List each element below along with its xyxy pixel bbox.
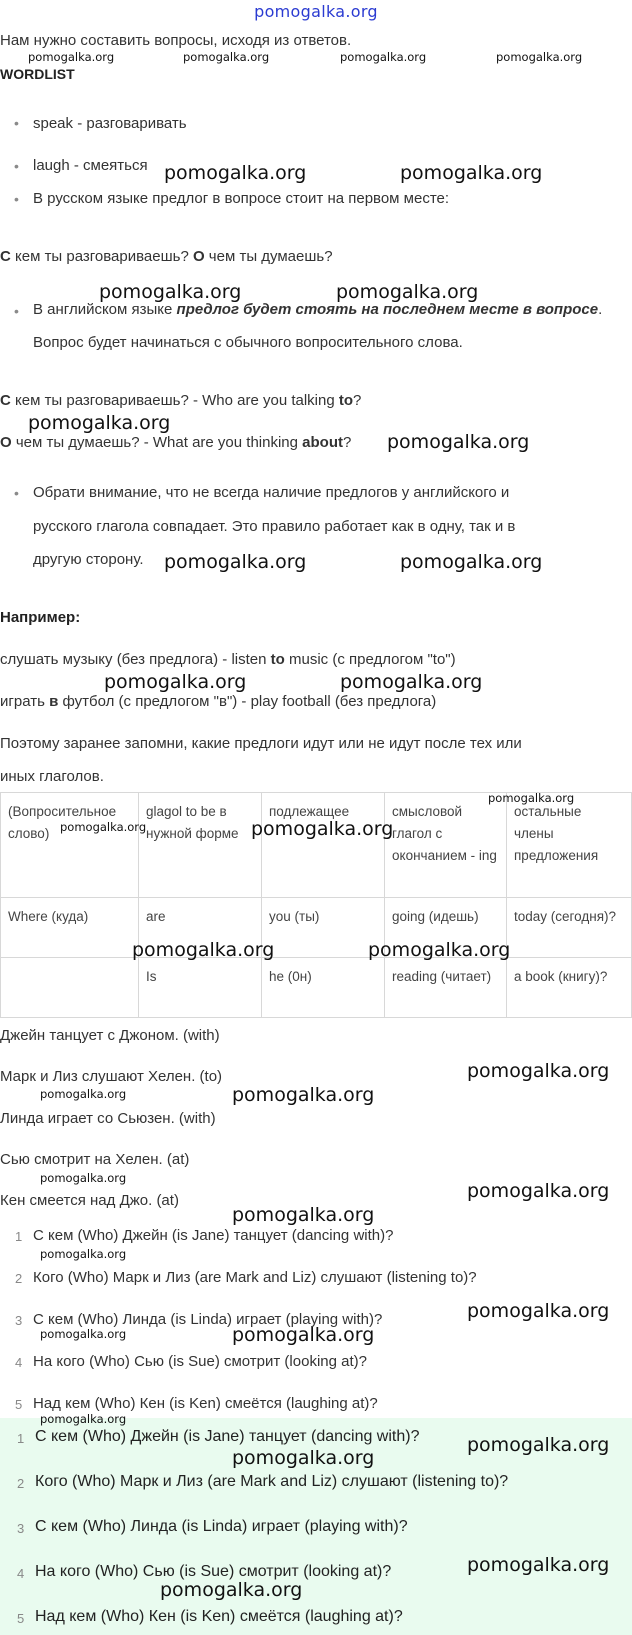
list-number: 2: [17, 1476, 25, 1491]
example-text: ?: [342, 434, 352, 451]
watermark: pomogalka.org: [28, 412, 171, 434]
bullet-icon: •: [14, 485, 19, 501]
list-number: 5: [15, 1397, 23, 1412]
example-text: чем ты думаешь? - What are you thinking: [11, 434, 303, 451]
watermark: pomogalka.org: [183, 50, 270, 64]
advice-line-2: иных глаголов.: [0, 768, 104, 785]
preposition: to: [338, 392, 354, 409]
table-cell: today (сегодня)?: [507, 898, 632, 958]
rule-2-line-2: Вопрос будет начинаться с обычного вопросительного слова.: [33, 334, 463, 351]
example-text: music (с предлогом "to"): [284, 651, 456, 668]
site-logo[interactable]: pomogalka.org: [254, 2, 378, 21]
watermark: pomogalka.org: [28, 50, 115, 64]
table-cell: Is: [139, 958, 262, 1018]
example-text: слушать музыку (без предлога) - listen: [0, 651, 271, 668]
watermark: pomogalka.org: [40, 1171, 127, 1185]
table-cell: you (ты): [262, 898, 385, 958]
preposition: to: [270, 651, 285, 668]
example-text: кем ты разговариваешь? - Who are you talking: [10, 392, 339, 409]
watermark: pomogalka.org: [400, 551, 543, 573]
example-2: [0, 693, 436, 710]
table-cell: Where (куда): [1, 898, 139, 958]
answer-item: Над кем (Who) Кен (is Ken) смеётся (laughing at)?: [35, 1608, 403, 1625]
watermark: pomogalka.org: [232, 1084, 375, 1106]
list-number: 4: [15, 1355, 23, 1370]
watermark: pomogalka.org: [60, 820, 147, 834]
watermark: pomogalka.org: [40, 1247, 127, 1261]
table-header-cell: остальные члены предложения: [507, 793, 632, 898]
table-cell: are: [139, 898, 262, 958]
list-number: 5: [17, 1611, 25, 1626]
sentence: Кен смеется над Джо. (at): [0, 1192, 179, 1209]
example-text: чем ты думаешь?: [204, 248, 333, 265]
watermark: pomogalka.org: [164, 551, 307, 573]
en-example-2: [0, 434, 351, 451]
preposition: С: [0, 248, 11, 265]
list-number: 3: [17, 1521, 25, 1536]
answer-item: На кого (Who) Сью (is Sue) смотрит (looking at)?: [35, 1563, 392, 1580]
table-header-cell: смысловой глагол с окончанием - ing: [385, 793, 507, 898]
wordlist-item: speak - разговаривать: [33, 115, 187, 132]
preposition: С: [0, 392, 11, 409]
intro-text: Нам нужно составить вопросы, исходя из ответов.: [0, 32, 352, 49]
bullet-icon: •: [14, 115, 19, 131]
table-cell: reading (читает): [385, 958, 507, 1018]
bullet-icon: •: [14, 303, 19, 319]
answer-item: Кого (Who) Марк и Лиз (are Mark and Liz) слушают (listening to)?: [35, 1473, 509, 1490]
example-text: играть: [0, 693, 50, 710]
watermark: pomogalka.org: [467, 1300, 610, 1322]
preposition: О: [192, 248, 205, 265]
watermark: pomogalka.org: [488, 791, 575, 805]
rule-1: В русском языке предлог в вопросе стоит на первом месте:: [33, 190, 450, 207]
answer-item: С кем (Who) Джейн (is Jane) танцует (dancing with)?: [35, 1428, 420, 1445]
watermark: pomogalka.org: [232, 1447, 375, 1469]
table-cell: a book (книгу)?: [507, 958, 632, 1018]
wordlist-item: laugh - смеяться: [33, 157, 148, 174]
watermark: pomogalka.org: [340, 50, 427, 64]
example-1: [0, 651, 456, 668]
watermark: pomogalka.org: [232, 1204, 375, 1226]
watermark: pomogalka.org: [40, 1412, 127, 1426]
answer-item: С кем (Who) Линда (is Linda) играет (playing with)?: [35, 1518, 408, 1535]
example-text: кем ты разговариваешь?: [10, 248, 193, 265]
table-row: [1, 958, 632, 1018]
rule-2: [33, 301, 602, 318]
question-item: Кого (Who) Марк и Лиз (are Mark and Liz) слушают (listening to)?: [33, 1269, 477, 1286]
question-item: С кем (Who) Линда (is Linda) играет (playing with)?: [33, 1311, 383, 1328]
sentence: Линда играет со Сьюзен. (with): [0, 1110, 216, 1127]
advice-line-1: Поэтому заранее запомни, какие предлоги идут или не идут после тех или: [0, 735, 522, 752]
watermark: pomogalka.org: [40, 1327, 127, 1341]
rule-3-line-3: другую сторону.: [33, 551, 144, 568]
watermark: pomogalka.org: [251, 818, 394, 840]
watermark: pomogalka.org: [400, 162, 543, 184]
preposition: О: [0, 434, 12, 451]
watermark: pomogalka.org: [467, 1434, 610, 1456]
rule-3-line-1: Обрати внимание, что не всегда наличие предлогов у английского и: [33, 484, 510, 501]
question-item: Над кем (Who) Кен (is Ken) смеётся (laughing at)?: [33, 1395, 378, 1412]
watermark: pomogalka.org: [368, 939, 511, 961]
wordlist-heading: WORDLIST: [0, 66, 75, 82]
table-header-cell: glagol to be в нужной форме: [139, 793, 262, 898]
watermark: pomogalka.org: [496, 50, 583, 64]
sentence: Марк и Лиз слушают Хелен. (to): [0, 1068, 223, 1085]
watermark: pomogalka.org: [387, 431, 530, 453]
watermark: pomogalka.org: [104, 671, 247, 693]
example-heading: Например:: [0, 609, 81, 626]
watermark: pomogalka.org: [467, 1060, 610, 1082]
table-header-cell: подлежащее: [262, 793, 385, 898]
table-row: [1, 898, 632, 958]
ru-example: [0, 248, 333, 265]
list-number: 3: [15, 1313, 23, 1328]
rule-3-line-2: русского глагола совпадает. Это правило работает как в одну, так и в: [33, 518, 516, 535]
preposition: about: [302, 434, 343, 451]
watermark: pomogalka.org: [40, 1087, 127, 1101]
bullet-icon: •: [14, 158, 19, 174]
example-text: футбол (с предлогом "в") - play football (без предлога): [58, 693, 437, 710]
table-cell: [1, 958, 139, 1018]
watermark: pomogalka.org: [160, 1579, 303, 1601]
watermark: pomogalka.org: [99, 281, 242, 303]
sentence: Джейн танцует с Джоном. (with): [0, 1027, 220, 1044]
table-header-cell: (Вопросительное слово): [1, 793, 139, 898]
list-number: 1: [17, 1431, 25, 1446]
bullet-icon: •: [14, 191, 19, 207]
list-number: 2: [15, 1271, 23, 1286]
watermark: pomogalka.org: [132, 939, 275, 961]
watermark: pomogalka.org: [467, 1554, 610, 1576]
watermark: pomogalka.org: [232, 1324, 375, 1346]
rule-text: .: [598, 301, 603, 318]
list-number: 4: [17, 1566, 25, 1581]
question-item: С кем (Who) Джейн (is Jane) танцует (dancing with)?: [33, 1227, 394, 1244]
table-cell: he (0н): [262, 958, 385, 1018]
watermark: pomogalka.org: [336, 281, 479, 303]
rule-emphasis: предлог будет стоять на последнем месте в вопросе: [176, 301, 599, 318]
preposition: в: [49, 693, 59, 710]
rule-text: В английском языке: [33, 301, 177, 318]
example-text: ?: [353, 392, 362, 409]
list-number: 1: [15, 1229, 23, 1244]
table-cell: going (идешь): [385, 898, 507, 958]
watermark: pomogalka.org: [340, 671, 483, 693]
en-example-1: [0, 392, 361, 409]
question-item: На кого (Who) Сью (is Sue) смотрит (looking at)?: [33, 1353, 367, 1370]
table-header-row: [1, 793, 632, 898]
watermark: pomogalka.org: [467, 1180, 610, 1202]
sentence: Сью смотрит на Хелен. (at): [0, 1151, 190, 1168]
watermark: pomogalka.org: [164, 162, 307, 184]
